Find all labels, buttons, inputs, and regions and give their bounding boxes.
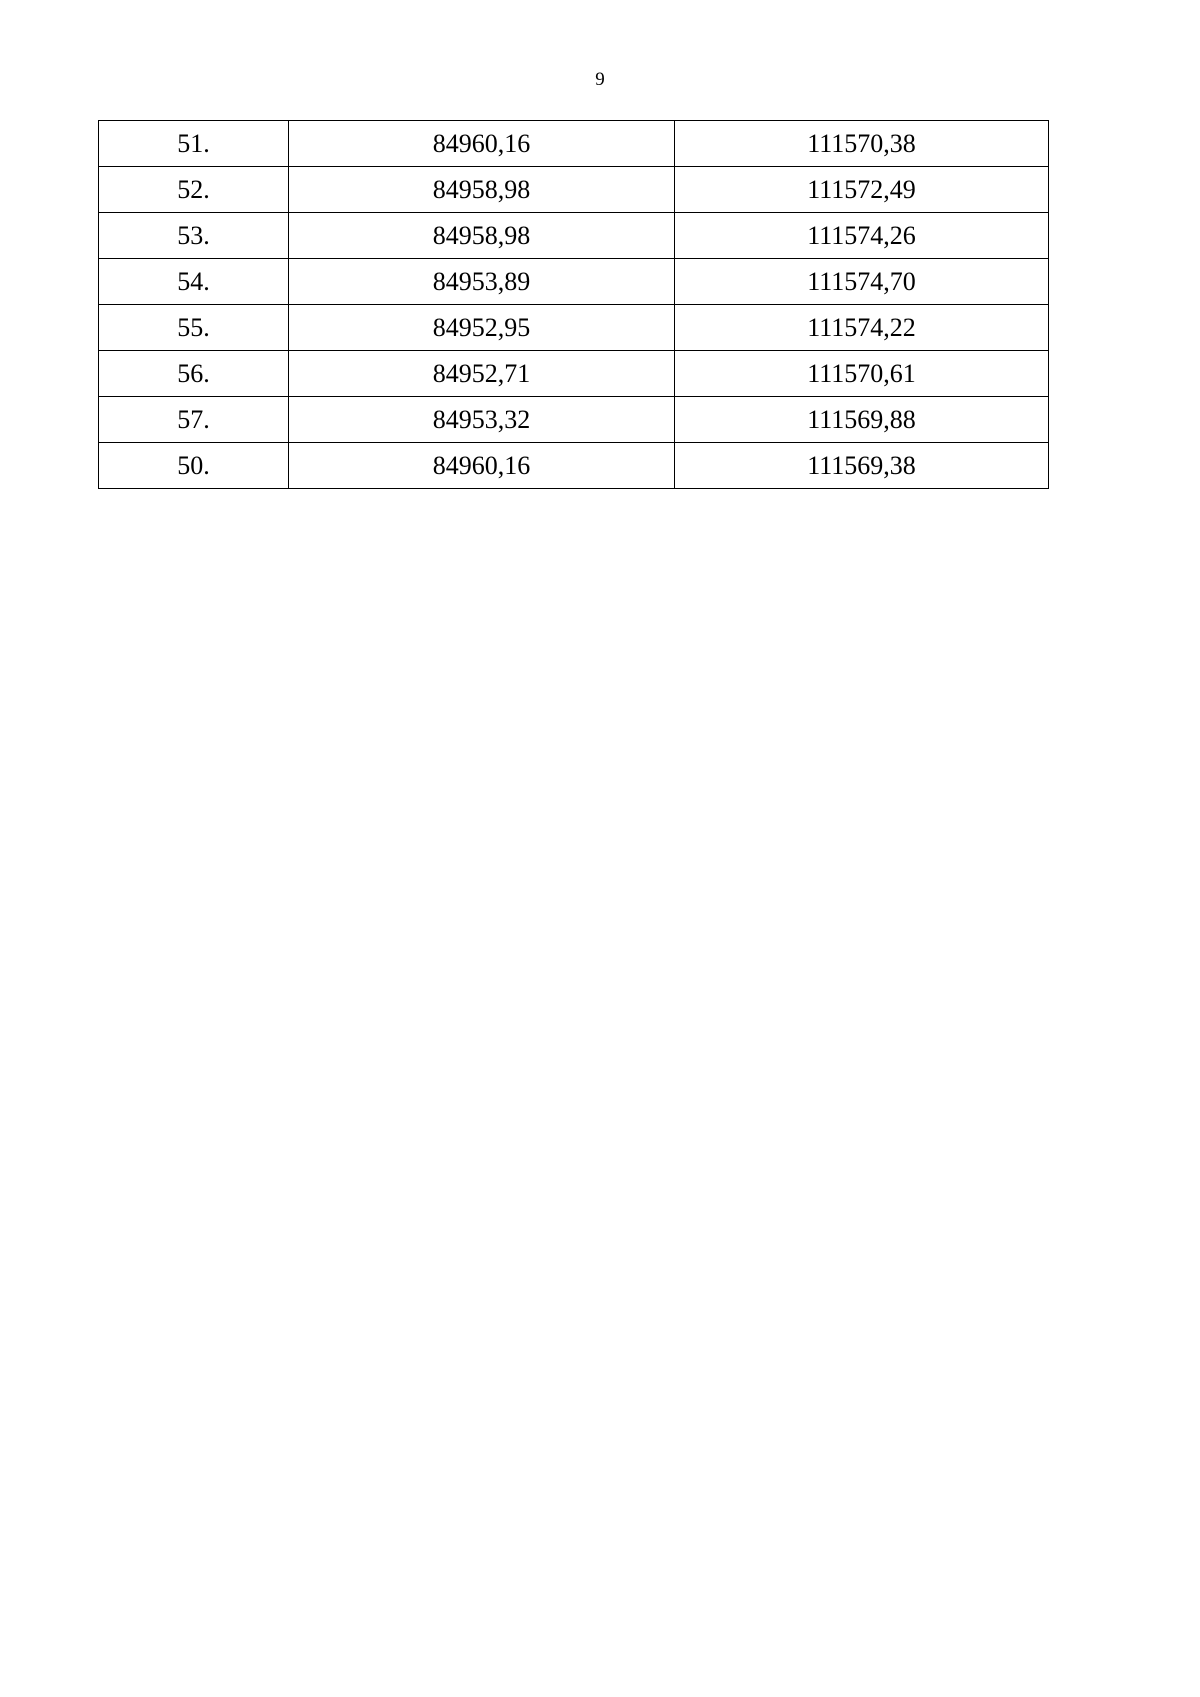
table-row [99, 121, 1049, 167]
point-number-cell: 52. [99, 167, 289, 213]
point-number-cell: 57. [99, 397, 289, 443]
point-number-cell: 55. [99, 305, 289, 351]
coordinates-table [98, 120, 1049, 489]
y-coordinate-cell: 111570,61 [675, 351, 1049, 397]
x-coordinate-cell: 84958,98 [289, 213, 675, 259]
y-coordinate-cell: 111574,70 [675, 259, 1049, 305]
point-number-cell: 56. [99, 351, 289, 397]
x-coordinate-cell: 84952,71 [289, 351, 675, 397]
page-number: 9 [595, 69, 605, 90]
x-coordinate-cell: 84952,95 [289, 305, 675, 351]
table-row [99, 351, 1049, 397]
table-row [99, 259, 1049, 305]
table-row [99, 305, 1049, 351]
x-coordinate-cell: 84958,98 [289, 167, 675, 213]
y-coordinate-cell: 111572,49 [675, 167, 1049, 213]
x-coordinate-cell: 84960,16 [289, 443, 675, 489]
y-coordinate-cell: 111569,38 [675, 443, 1049, 489]
point-number-cell: 50. [99, 443, 289, 489]
x-coordinate-cell: 84953,89 [289, 259, 675, 305]
x-coordinate-cell: 84960,16 [289, 121, 675, 167]
table-row [99, 167, 1049, 213]
x-coordinate-cell: 84953,32 [289, 397, 675, 443]
point-number-cell: 51. [99, 121, 289, 167]
point-number-cell: 53. [99, 213, 289, 259]
y-coordinate-cell: 111569,88 [675, 397, 1049, 443]
point-number-cell: 54. [99, 259, 289, 305]
y-coordinate-cell: 111574,26 [675, 213, 1049, 259]
table-row [99, 443, 1049, 489]
coordinates-table-body [99, 121, 1049, 489]
table-row [99, 397, 1049, 443]
y-coordinate-cell: 111574,22 [675, 305, 1049, 351]
table-row [99, 213, 1049, 259]
y-coordinate-cell: 111570,38 [675, 121, 1049, 167]
